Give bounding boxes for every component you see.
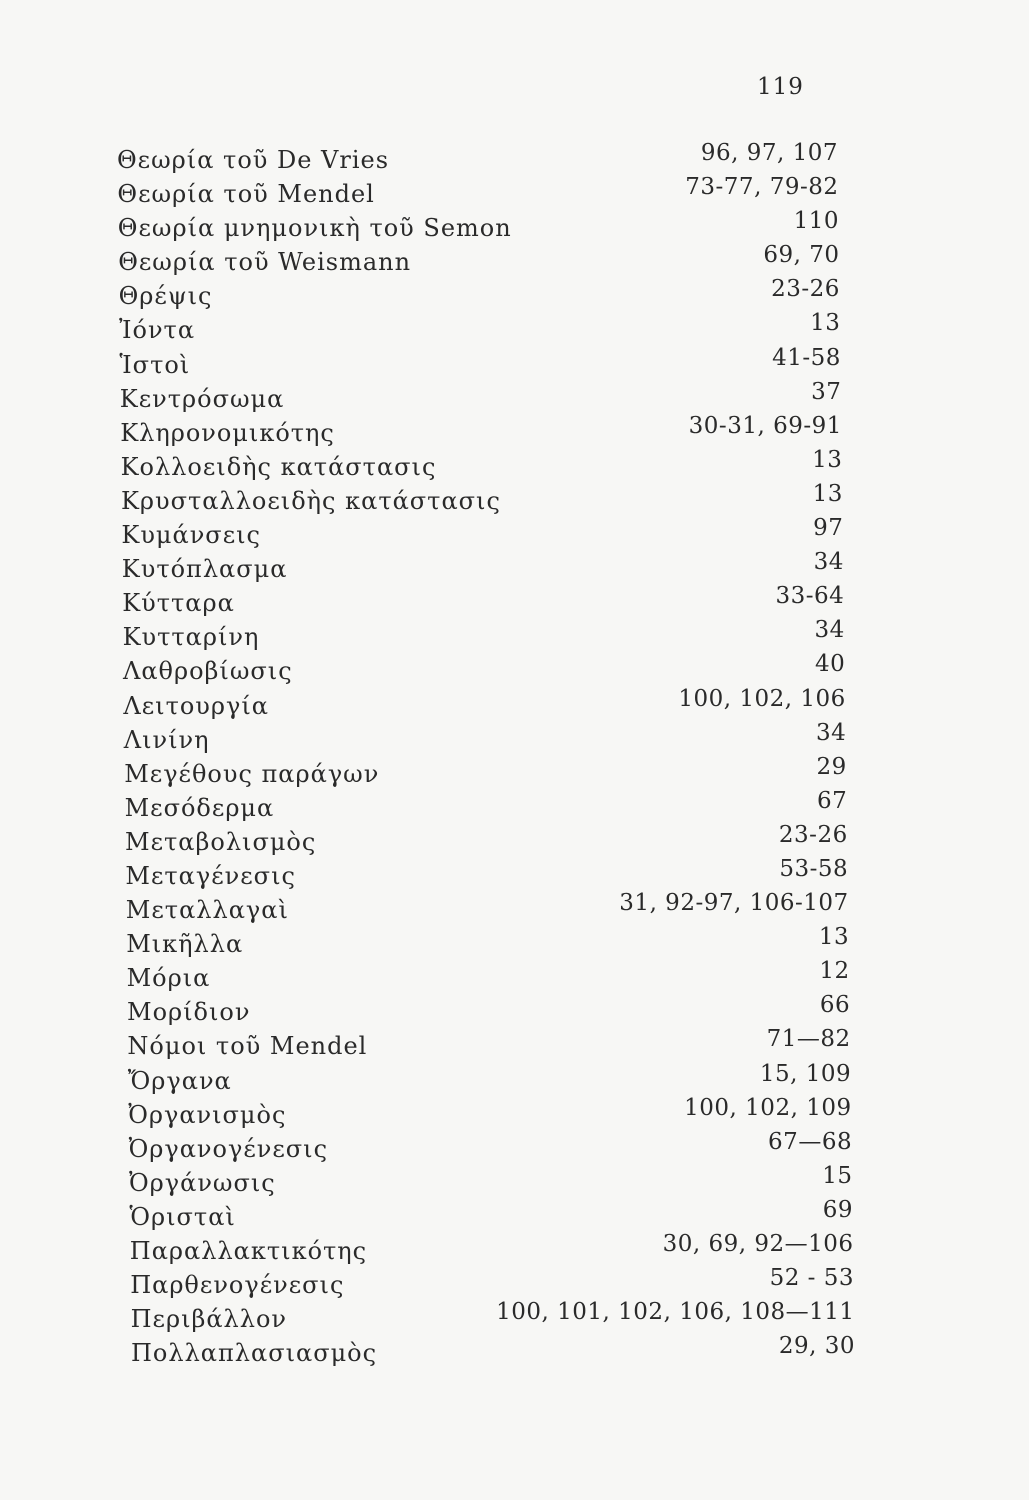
- index-entry: [0, 856, 1029, 890]
- index-entry: [0, 992, 1029, 1026]
- index-pages: 66: [819, 992, 851, 1019]
- index-entry: [0, 242, 1029, 276]
- index-term: Θρέψις: [118, 282, 213, 311]
- index-term: Περιβάλλον: [130, 1305, 288, 1334]
- index-term: Θεωρία τοῦ Weismann: [118, 248, 412, 277]
- index-entry: [0, 345, 1029, 379]
- index-term: Ὀργανογένεσις: [128, 1134, 329, 1163]
- index-pages: 100, 102, 106: [678, 685, 846, 712]
- index-entry: [0, 174, 1029, 208]
- index-pages: 71—82: [766, 1026, 851, 1053]
- index-pages: 110: [793, 208, 839, 235]
- index-entry: [0, 549, 1029, 583]
- index-pages: 67: [816, 787, 848, 814]
- index-pages: 34: [815, 719, 847, 746]
- index-pages: 69, 70: [763, 242, 840, 269]
- index-pages: 29: [816, 753, 847, 780]
- index-term: Ὀργάνωσις: [129, 1168, 276, 1197]
- index-entry: [0, 1163, 1029, 1197]
- index-term: Μικῆλλα: [126, 930, 244, 959]
- index-entry: [0, 754, 1029, 788]
- index-pages: 12: [819, 958, 850, 985]
- index-term: Κρυσταλλοειδὴς κατάστασις: [121, 486, 501, 515]
- index-entry: [0, 1231, 1029, 1265]
- index-term: Παρθενογένεσις: [130, 1271, 345, 1300]
- index-term: Θεωρία τοῦ Mendel: [117, 180, 375, 209]
- index-entry: [0, 310, 1029, 344]
- index-entry: [0, 413, 1029, 447]
- index-pages: 13: [812, 480, 843, 507]
- index-entry: [0, 583, 1029, 617]
- index-term: Μορίδιον: [127, 998, 251, 1027]
- index-pages: 53-58: [779, 855, 849, 882]
- index-pages: 73-77, 79-82: [685, 174, 839, 201]
- index-term: Κυμάνσεις: [121, 521, 261, 550]
- index-entry: [0, 1095, 1029, 1129]
- index-term: Μόρια: [126, 964, 211, 993]
- index-pages: 41-58: [772, 344, 841, 371]
- index-term: Λαθροβίωσις: [123, 657, 293, 686]
- index-entry: [0, 1265, 1029, 1299]
- index-pages: 97: [813, 515, 844, 542]
- index-pages: 13: [812, 446, 843, 473]
- index-entry: [0, 890, 1029, 924]
- index-term: Παραλλακτικότης: [129, 1237, 368, 1265]
- index-term: Θεωρία μνημονικὴ τοῦ Semon: [117, 214, 512, 243]
- index-pages: 34: [814, 617, 845, 644]
- index-term: Κύτταρα: [122, 589, 235, 618]
- page-number: 119: [757, 74, 804, 100]
- index-pages: 29, 30: [778, 1333, 855, 1360]
- index-pages: 96, 97, 107: [700, 140, 838, 166]
- index-pages: 30-31, 69-91: [688, 412, 842, 439]
- index-list: [0, 140, 1029, 1367]
- index-term: Θεωρία τοῦ De Vries: [117, 146, 390, 174]
- index-pages: 13: [810, 310, 841, 337]
- index-term: Νόμοι τοῦ Mendel: [127, 1032, 368, 1061]
- index-entry: [0, 1299, 1029, 1333]
- index-pages: 52 - 53: [769, 1265, 855, 1292]
- index-entry: [0, 1129, 1029, 1163]
- index-entry: [0, 720, 1029, 754]
- index-entry: [0, 924, 1029, 958]
- index-entry: [0, 1197, 1029, 1231]
- index-pages: 40: [815, 651, 846, 678]
- index-term: Λινίνη: [123, 725, 210, 754]
- index-term: Ὁρισταὶ: [129, 1202, 236, 1231]
- index-term: Ἰόντα: [119, 316, 196, 345]
- index-term: Ὄργανα: [127, 1066, 232, 1095]
- index-entry: [0, 379, 1029, 413]
- index-pages: 37: [811, 378, 842, 405]
- index-entry: [0, 958, 1029, 992]
- index-pages: 31, 92-97, 106-107: [619, 890, 849, 917]
- index-pages: 33-64: [775, 583, 845, 610]
- index-entry: [0, 822, 1029, 856]
- index-entry: [0, 276, 1029, 310]
- index-pages: 13: [818, 924, 850, 951]
- index-pages: 15, 109: [759, 1060, 852, 1087]
- index-pages: 100, 101, 102, 106, 108—111: [496, 1299, 855, 1326]
- index-term: Μεταβολισμὸς: [125, 827, 317, 856]
- index-entry: [0, 481, 1029, 515]
- index-pages: 34: [813, 549, 844, 576]
- index-pages: 100, 102, 109: [684, 1094, 852, 1121]
- index-entry: [0, 208, 1029, 242]
- index-entry: [0, 788, 1029, 822]
- index-entry: [0, 1333, 1029, 1367]
- index-entry: [0, 447, 1029, 481]
- index-term: Ὀργανισμὸς: [128, 1100, 287, 1129]
- index-pages: 69: [822, 1196, 854, 1223]
- index-pages: 15: [822, 1162, 853, 1189]
- index-term: Μεσόδερμα: [124, 793, 275, 822]
- index-entry: [0, 1061, 1029, 1095]
- index-term: Κληρονομικότης: [120, 418, 335, 447]
- index-term: Πολλαπλασιασμὸς: [131, 1339, 378, 1368]
- index-pages: 30, 69, 92—106: [662, 1231, 854, 1257]
- index-term: Μεγέθους παράγων: [124, 759, 380, 788]
- index-term: Κυτόπλασμα: [121, 555, 288, 584]
- index-entry: [0, 651, 1029, 685]
- index-entry: [0, 515, 1029, 549]
- index-term: Μεταλλαγαὶ: [125, 896, 289, 925]
- index-term: Κυτταρίνη: [122, 623, 260, 652]
- index-term: Κεντρόσωμα: [119, 384, 285, 413]
- index-entry: [0, 1026, 1029, 1060]
- index-entry: [0, 140, 1029, 174]
- index-entry: [0, 686, 1029, 720]
- index-term: Ἱστοὶ: [119, 350, 191, 379]
- index-term: Λειτουργία: [123, 691, 269, 720]
- index-entry: [0, 617, 1029, 651]
- index-pages: 67—68: [768, 1128, 853, 1155]
- index-term: Κολλοειδὴς κατάστασις: [120, 452, 437, 481]
- index-term: Μεταγένεσις: [125, 861, 296, 890]
- index-pages: 23-26: [771, 276, 840, 303]
- index-pages: 23-26: [778, 821, 848, 848]
